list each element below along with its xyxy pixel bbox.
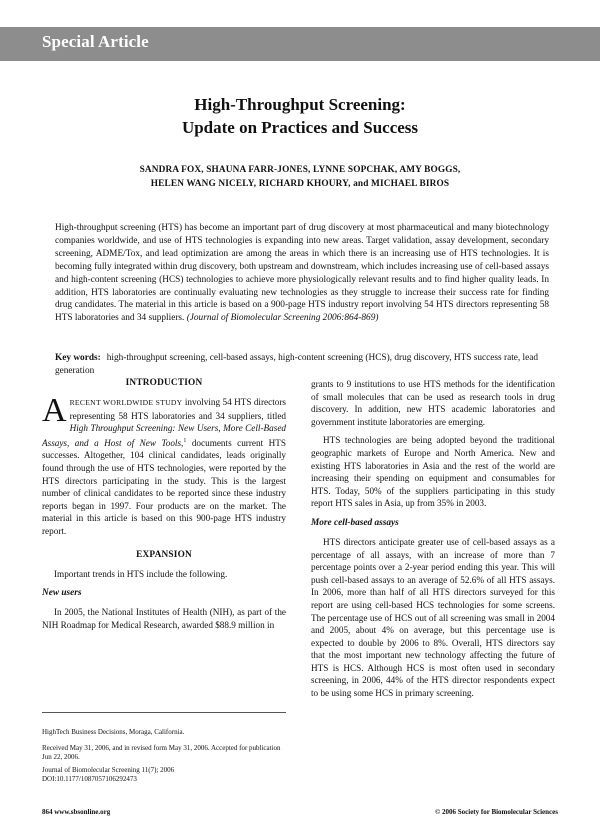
affiliation-note: HighTech Business Decisions, Moraga, California. <box>42 728 185 736</box>
expansion-heading: EXPANSION <box>136 549 192 560</box>
right-column <box>311 378 555 706</box>
keywords <box>55 352 549 378</box>
grants-paragraph: grants to 9 institutions to use HTS methods for the identification of small molecules that can be used as research tools in drug discovery. In addition, new HTS academic laboratories and government institute laboratories are emerging. <box>311 379 555 427</box>
journal-info: Journal of Biomolecular Screening 11(7); 2006 <box>42 766 175 774</box>
journal-note <box>42 766 286 784</box>
cell-based-heading: More cell-based assays <box>311 517 399 528</box>
article-title-line-2: Update on Practices and Success <box>181 118 419 137</box>
banner-label: Special Article <box>42 32 149 51</box>
drop-cap: A <box>42 392 67 429</box>
introduction-heading: INTRODUCTION <box>125 378 203 388</box>
cell-based-paragraph: HTS directors anticipate greater use of cell-based assays as a percentage of all assays, with an increase of more than 7 percentage points over a 2-year period ending this year. This will push cell-based assays to an average of 52.6% of all HTS assays. In 2006, more than half of all HTS directors surveyed for this report are using cell-based HCS technologies for some screens. The percentage use of HCS out of all screening was small in 2004 and 2005, about 4% on average, but this percentage use is expected to double by 2006 to 8%. Overall, HTS directors say that the most important new technology affecting the future of HTS is HCS. Although HCS is most often used in secondary screening, in 2006, 44% of the HTS director respondents expect to be using some HCS in primary screening. <box>311 536 555 699</box>
page-footer-left: 864 www.sbsonline.org <box>42 808 111 816</box>
keywords-text: high-throughput screening, cell-based assays, high-content screening (HCS), drug discovery, HTS success rate, lead generation <box>55 353 539 376</box>
authors-line-1: SANDRA FOX, SHAUNA FARR-JONES, LYNNE SOPCHAK, AMY BOGGS, <box>139 165 461 175</box>
intro-text-b: documents current HTS successes. Altogether, 104 clinical candidates, leads originally found through the use of HTS technologies, were reported by the HTS directors participating in the study. This is the largest number of clinical candidates to be reported since these industry reports began in 1997. Four products are on the market. The material in this article is based on this 900-page HTS industry report. <box>42 437 286 536</box>
intro-smallcaps: RECENT WORLDWIDE STUDY <box>69 398 183 407</box>
new-users-paragraph: In 2005, the National Institutes of Health (NIH), as part of the NIH Roadmap for Medical Research, awarded $88.9 million in <box>42 607 286 630</box>
intro-text-a: involving 54 HTS directors representing 58 HTS laboratories and 34 suppliers, titled <box>69 397 286 421</box>
introduction-paragraph <box>42 392 286 538</box>
authors-line-2: HELEN WANG NICELY, RICHARD KHOURY, and MICHAEL BIROS <box>150 179 450 189</box>
new-users-heading: New users <box>42 588 82 599</box>
geography-paragraph: HTS technologies are being adopted beyond the traditional geographic markets of Europe and North America. New and existing HTS laboratories in Asia and the rest of the world are increasing their spending on equipment and consumables for HTS. Today, 50% of the suppliers participating in this study report HTS sales in Asia, up from 35% in 2003. <box>311 435 555 509</box>
abstract-text: High-throughput screening (HTS) has become an important part of drug discovery at most pharmaceutical and many biotechnology companies worldwide, and use of HTS technologies is expanding into new areas. Target validation, assay development, secondary screening, ADME/Tox, and lead optimization are among the areas in which there is an increasing use of HTS technologies. It is becoming fully integrated within drug discovery, both upstream and downstream, which includes increasing use of cell-based assays and high-content screening (HCS) technologies to achieve more physiologically relevant results and to find higher quality leads. In addition, HTS laboratories are continually evaluating new technologies as they struggle to increase their success rate for finding drug candidates. The material in this article is based on a 900-page HTS industry report involving 54 HTS directors representing 58 HTS laboratories and 34 suppliers. <box>55 223 549 324</box>
doi: DOI:10.1177/1087057106292473 <box>42 775 137 783</box>
expansion-paragraph: Important trends in HTS include the following. <box>54 568 228 579</box>
page-footer-right: © 2006 Society for Biomolecular Sciences <box>435 808 558 816</box>
abstract-citation: (Journal of Biomolecular Screening 2006:864-869) <box>186 313 379 324</box>
received-note: Received May 31, 2006, and in revised form May 31, 2006. Accepted for publication Jun 22, 2006. <box>42 744 281 761</box>
section-banner <box>0 27 600 61</box>
footnote-divider <box>42 712 286 713</box>
footnote-ref: 1 <box>183 437 187 444</box>
left-column <box>42 378 286 637</box>
article-title-line-1: High-Throughput Screening: <box>194 95 406 114</box>
abstract <box>55 222 549 325</box>
keywords-label: Key words: <box>55 353 101 363</box>
report-title: High Throughput Screening: New Users, More Cell-Based Assays, and a Host of New Tools, <box>42 423 286 448</box>
